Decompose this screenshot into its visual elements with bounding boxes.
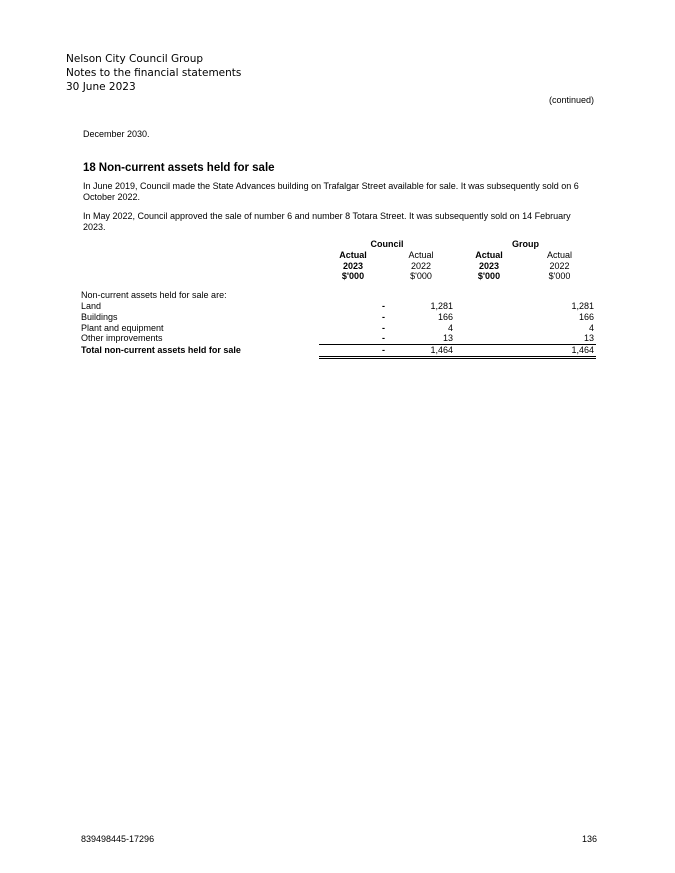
value-group-2022: 166 [578, 311, 594, 322]
group-header-row [81, 239, 596, 250]
value-group-2022: 4 [588, 322, 594, 333]
page-number: 136 [581, 834, 597, 844]
row-label: Buildings [81, 311, 118, 322]
col-header: $'000 [341, 271, 365, 282]
carryover-text: December 2030. [83, 129, 150, 139]
section-number: 18 [83, 162, 96, 174]
section-title: Non-current assets held for sale [98, 162, 275, 174]
value-council-2023: - [382, 322, 385, 333]
col-header: 2022 [549, 260, 570, 271]
value-council-2022: 166 [437, 311, 453, 322]
assets-held-for-sale-table [81, 239, 596, 359]
header-date: 30 June 2023 [66, 81, 136, 93]
col-header: $'000 [548, 271, 571, 282]
continued-label: (continued) [548, 95, 594, 105]
col-header: 2023 [478, 260, 500, 271]
row-label: Land [81, 300, 102, 311]
value-group-2023 [455, 333, 523, 344]
value-council-2022: 4 [447, 322, 453, 333]
section-heading [83, 162, 275, 174]
col-header: Actual [546, 249, 572, 260]
row-label: Other improvements [81, 333, 163, 344]
col-header: $'000 [477, 271, 501, 282]
intro-row [81, 290, 596, 301]
total-group-2022: 1,464 [523, 345, 596, 358]
table-row [81, 323, 596, 334]
value-council-2022: 1,281 [430, 300, 453, 311]
col-header: $'000 [410, 271, 432, 282]
row-label: Plant and equipment [81, 322, 164, 333]
value-group-2022: 1,281 [571, 300, 594, 311]
column-header-row-2 [81, 261, 596, 272]
table-row [81, 301, 596, 312]
value-council-2023: - [319, 333, 387, 344]
col-header: Actual [339, 249, 367, 260]
footer-doc-id: 839498445-17296 [81, 834, 155, 844]
col-header: 2022 [410, 260, 432, 271]
col-header: Actual [475, 249, 503, 260]
group-council: Council [370, 239, 404, 249]
value-council-2023: - [382, 311, 385, 322]
value-group-2023 [455, 312, 523, 323]
header-org: Nelson City Council Group [66, 53, 204, 65]
table-row [81, 312, 596, 323]
group-group: Group [512, 239, 539, 249]
paragraph-1: In June 2019, Council made the State Advances building on Trafalgar Street available for sale. It was subsequently sold on 6 October 2022. [83, 181, 579, 202]
header-subtitle: Notes to the financial statements [66, 67, 242, 79]
value-council-2023: - [382, 300, 385, 311]
total-council-2023: - [319, 345, 387, 358]
value-group-2023 [455, 323, 523, 334]
column-header-row-1 [81, 250, 596, 261]
column-header-row-3 [81, 271, 596, 282]
table-row [81, 333, 596, 344]
intro-label: Non-current assets held for sale are: [81, 290, 227, 301]
value-group-2022: 13 [523, 333, 596, 344]
total-group-2023 [455, 345, 523, 358]
total-label: Total non-current assets held for sale [81, 344, 241, 355]
total-row [81, 345, 596, 358]
col-header: 2023 [342, 260, 364, 271]
col-header: Actual [408, 249, 434, 260]
value-group-2023 [455, 301, 523, 312]
total-council-2022: 1,464 [387, 345, 455, 358]
value-council-2022: 13 [387, 333, 455, 344]
paragraph-2: In May 2022, Council approved the sale of number 6 and number 8 Totara Street. It was subsequently sold on 14 February 2023. [83, 211, 571, 232]
